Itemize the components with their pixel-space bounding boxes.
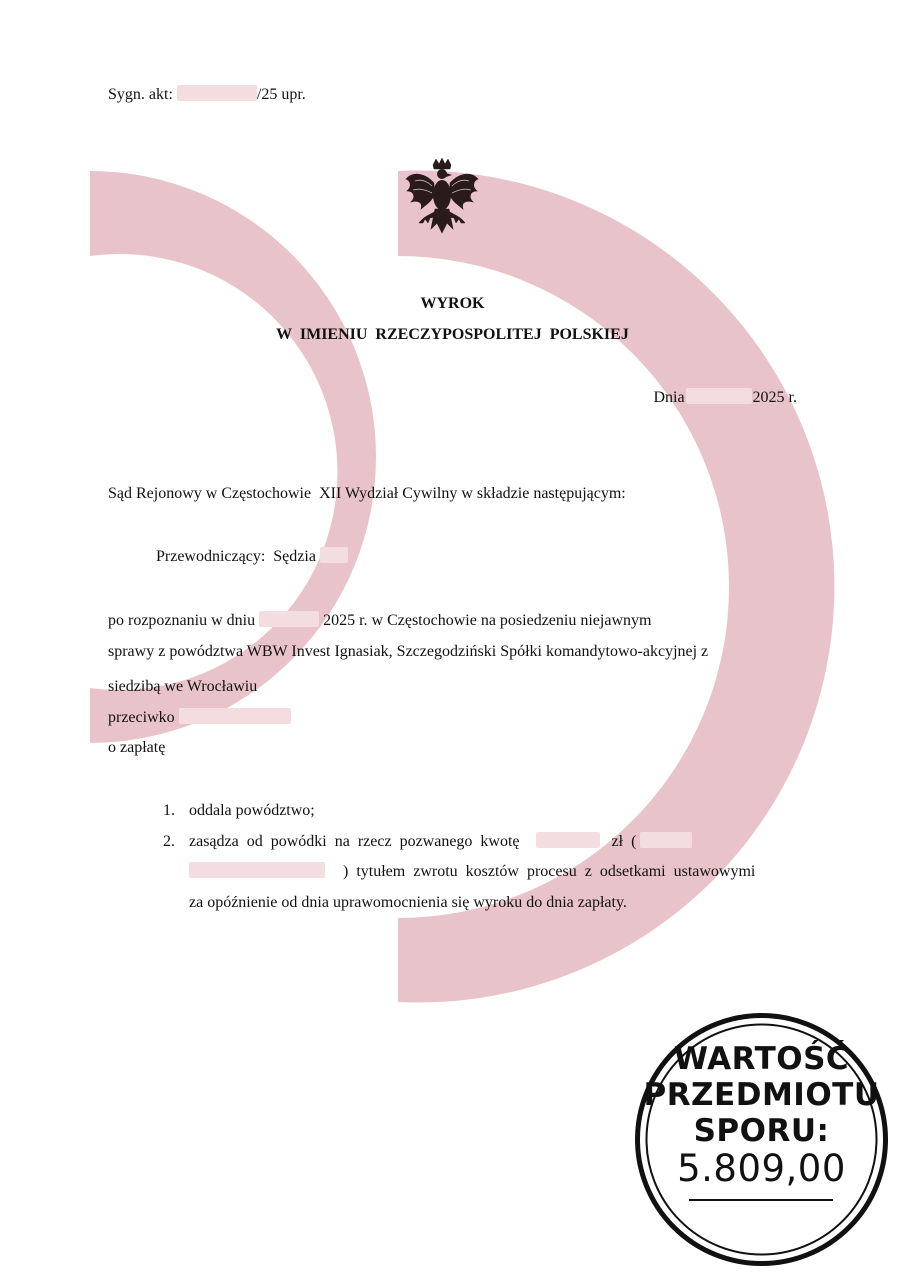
- stamp-value: 5.809,00: [677, 1147, 846, 1190]
- stamp-line-1: WARTOŚĆ: [673, 1041, 850, 1077]
- redaction-amount-words-cont: [189, 862, 325, 878]
- document-subtitle: W IMIENIU RZECZYPOSPOLITEJ POLSKIEJ: [276, 326, 629, 343]
- presiding-label: Przewodniczący: Sędzia: [156, 548, 316, 565]
- ruling-item-1: [163, 801, 315, 821]
- stamp-line-3: SPORU:: [693, 1113, 830, 1149]
- body-line-1-suffix: 2025 r. w Częstochowie na posiedzeniu niejawnym: [323, 612, 652, 629]
- body-line-1: [108, 611, 651, 631]
- ruling-item-2-number: 2.: [163, 833, 175, 850]
- court-composition-line: Sąd Rejonowy w Częstochowie XII Wydział Cywilny w składzie następującym:: [108, 485, 626, 502]
- dispute-value-stamp: [633, 1011, 890, 1268]
- ruling-item-1-number: 1.: [163, 802, 175, 819]
- redaction-amount: [536, 832, 600, 848]
- body-line-2: sprawy z powództwa WBW Invest Ignasiak, Szczegodziński Spółki komandytowo-akcyjnej z: [108, 643, 709, 660]
- ruling-item-2-line-3: za opóźnienie od dnia uprawomocnienia się wyroku do dnia zapłaty.: [189, 894, 627, 911]
- body-line-4-text: przeciwko: [108, 709, 175, 726]
- redaction-judge-name: [320, 547, 348, 563]
- case-signature-prefix: Sygn. akt:: [108, 86, 173, 103]
- ruling-item-2-line-1: [163, 832, 692, 852]
- body-line-3: siedzibą we Wrocławiu: [108, 678, 258, 695]
- ruling-item-1-text: oddala powództwo;: [189, 802, 315, 819]
- redaction-date: [686, 388, 752, 404]
- body-line-4: [108, 708, 291, 728]
- body-line-5: o zapłatę: [108, 739, 166, 756]
- redaction-hearing-date: [259, 611, 319, 627]
- document-title: WYROK: [420, 295, 485, 312]
- date-suffix: 2025 r.: [752, 389, 797, 406]
- stamp-line-2: PRZEDMIOTU: [643, 1077, 880, 1113]
- presiding-judge-line: [156, 547, 348, 567]
- ruling-item-2-text-a: zasądza od powódki na rzecz pozwanego kwotę: [189, 833, 520, 850]
- case-signature-suffix: /25 upr.: [256, 86, 306, 103]
- ruling-item-2-line-2: [189, 862, 755, 882]
- body-line-1-prefix: po rozpoznaniu w dniu: [108, 612, 256, 629]
- ruling-item-2-text-b: zł (: [611, 833, 637, 850]
- redaction-case-number: [177, 85, 257, 101]
- redaction-defendant-name: [179, 708, 291, 724]
- redaction-amount-words: [640, 832, 692, 848]
- polish-eagle-emblem-icon: [403, 157, 481, 243]
- date-prefix: Dnia: [653, 389, 685, 406]
- ruling-item-2-text-c: ) tytułem zwrotu kosztów procesu z odsetkami ustawowymi: [343, 863, 756, 880]
- judgment-date: [653, 388, 797, 408]
- case-signature: [108, 85, 306, 105]
